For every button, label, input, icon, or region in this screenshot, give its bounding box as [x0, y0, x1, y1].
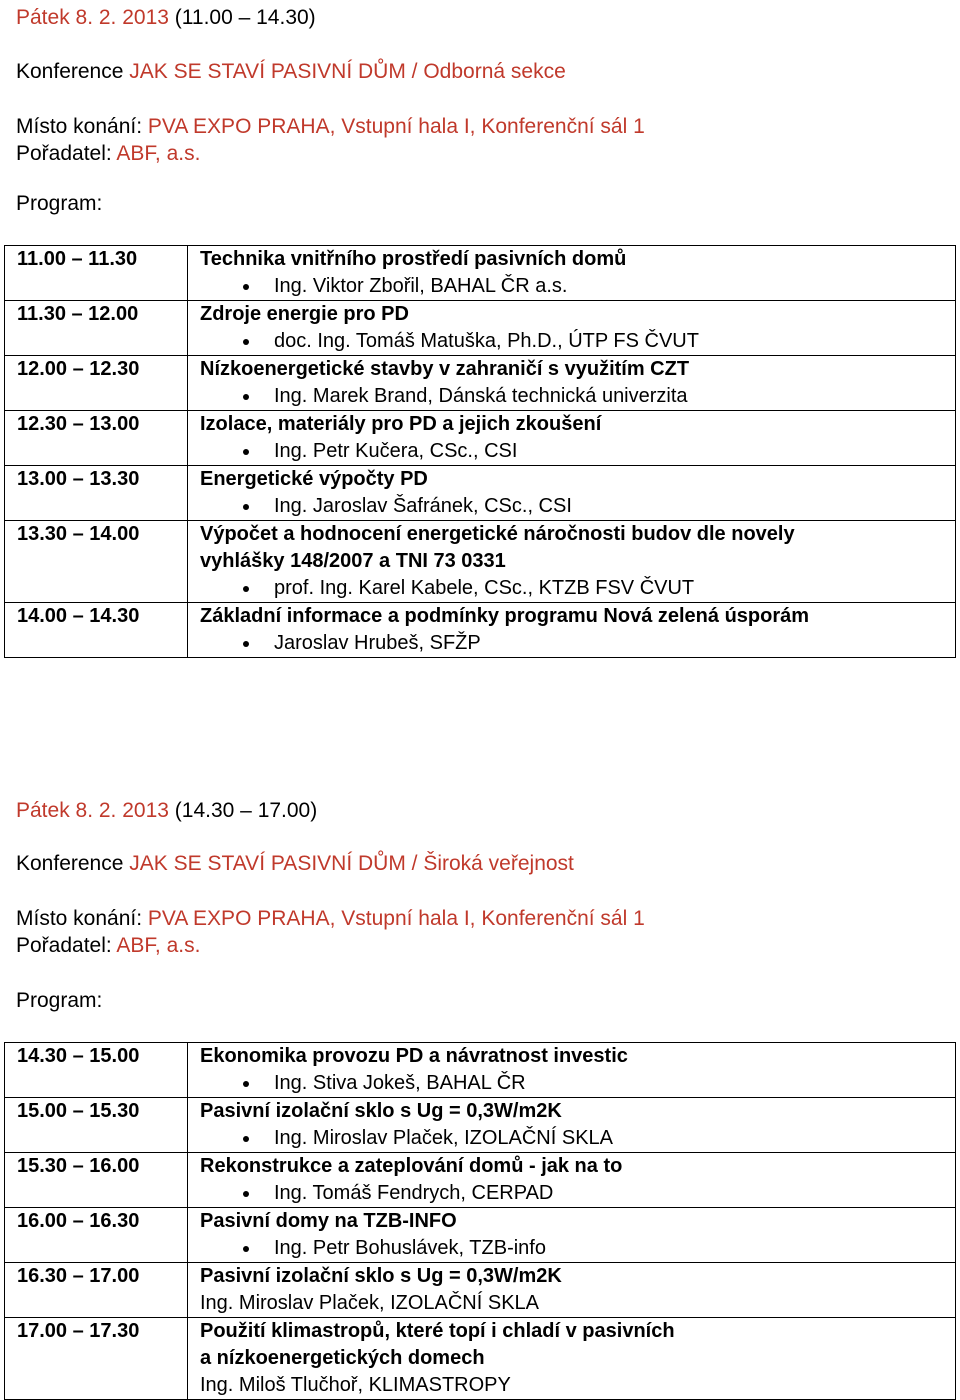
session-date: Pátek 8. 2. 2013: [16, 6, 169, 29]
talk-title: Technika vnitřního prostředí pasivních domů: [200, 248, 627, 270]
table-row: [5, 466, 956, 521]
organizer-value: ABF, a.s.: [116, 934, 201, 957]
organizer-value: ABF, a.s.: [116, 142, 201, 165]
conference-title: JAK SE STAVÍ PASIVNÍ DŮM / Široká veřejnost: [129, 852, 574, 875]
time-slot: 15.00 – 15.30: [5, 1098, 188, 1153]
time-slot: 13.00 – 13.30: [5, 466, 188, 521]
session-time-range: (11.00 – 14.30): [174, 6, 316, 29]
talk-title: Nízkoenergetické stavby v zahraničí s využitím CZT: [200, 358, 690, 380]
venue-line: [16, 114, 645, 139]
speaker-name: Ing. Jaroslav Šafránek, CSc., CSI: [200, 493, 955, 520]
talk-title: a nízkoenergetických domech: [200, 1347, 485, 1369]
table-row: [5, 603, 956, 658]
table-row: [5, 411, 956, 466]
talk-title: Pasivní izolační sklo s Ug = 0,3W/m2K: [200, 1265, 562, 1287]
table-row: [5, 301, 956, 356]
speaker-name: Ing. Stiva Jokeš, BAHAL ČR: [200, 1070, 955, 1097]
table-row: [5, 246, 956, 301]
talk-title: Použití klimastropů, které topí i chladí v pasivních: [200, 1320, 675, 1342]
talk-cell: [188, 1263, 956, 1318]
speaker-name: Ing. Miroslav Plaček, IZOLAČNÍ SKLA: [200, 1125, 955, 1152]
table-row: [5, 521, 956, 603]
talk-cell: [188, 301, 956, 356]
speaker-name: Ing. Petr Bohuslávek, TZB-info: [200, 1235, 955, 1262]
talk-title: Pasivní izolační sklo s Ug = 0,3W/m2K: [200, 1100, 562, 1122]
table-row: [5, 1208, 956, 1263]
speaker-name: Ing. Miroslav Plaček, IZOLAČNÍ SKLA: [200, 1292, 540, 1314]
conference-line: [16, 851, 574, 876]
session-time-range: (14.30 – 17.00): [174, 799, 318, 822]
table-row: [5, 1318, 956, 1400]
talk-cell: [188, 1318, 956, 1400]
talk-cell: [188, 521, 956, 603]
table-row: [5, 1263, 956, 1318]
venue-label: Místo konání:: [16, 907, 143, 930]
schedule-table: [4, 1042, 956, 1400]
talk-title: Zdroje energie pro PD: [200, 303, 409, 325]
venue-value: PVA EXPO PRAHA, Vstupní hala I, Konferenční sál 1: [147, 115, 645, 138]
talk-cell: [188, 1098, 956, 1153]
organizer-line: [16, 933, 200, 958]
conference-label: Konference: [16, 60, 124, 83]
time-slot: 15.30 – 16.00: [5, 1153, 188, 1208]
talk-cell: [188, 466, 956, 521]
talk-title: vyhlášky 148/2007 a TNI 73 0331: [200, 550, 506, 572]
table-row: [5, 1098, 956, 1153]
talk-title: Izolace, materiály pro PD a jejich zkoušení: [200, 413, 602, 435]
time-slot: 12.30 – 13.00: [5, 411, 188, 466]
organizer-label: Pořadatel:: [16, 934, 112, 957]
talk-title: Energetické výpočty PD: [200, 468, 428, 490]
venue-line: [16, 906, 645, 931]
time-slot: 11.30 – 12.00: [5, 301, 188, 356]
venue-value: PVA EXPO PRAHA, Vstupní hala I, Konferenční sál 1: [147, 907, 645, 930]
time-slot: 13.30 – 14.00: [5, 521, 188, 603]
time-slot: 12.00 – 12.30: [5, 356, 188, 411]
speaker-name: Ing. Viktor Zbořil, BAHAL ČR a.s.: [200, 273, 955, 300]
speaker-name: Ing. Tomáš Fendrych, CERPAD: [200, 1180, 955, 1207]
talk-title: Pasivní domy na TZB-INFO: [200, 1210, 457, 1232]
conference-title: JAK SE STAVÍ PASIVNÍ DŮM / Odborná sekce: [129, 60, 566, 83]
venue-label: Místo konání:: [16, 115, 143, 138]
speaker-name: Ing. Miloš Tlučhoř, KLIMASTROPY: [200, 1374, 511, 1396]
time-slot: 17.00 – 17.30: [5, 1318, 188, 1400]
time-slot: 16.30 – 17.00: [5, 1263, 188, 1318]
talk-title: Ekonomika provozu PD a návratnost investic: [200, 1045, 628, 1067]
talk-cell: [188, 411, 956, 466]
time-slot: 11.00 – 11.30: [5, 246, 188, 301]
program-label: Program:: [16, 989, 103, 1012]
talk-title: Základní informace a podmínky programu Nová zelená úsporám: [200, 605, 810, 627]
table-row: [5, 1153, 956, 1208]
speaker-name: doc. Ing. Tomáš Matuška, Ph.D., ÚTP FS ČVUT: [200, 328, 955, 355]
talk-cell: [188, 1043, 956, 1098]
talk-title: Výpočet a hodnocení energetické náročnosti budov dle novely: [200, 523, 795, 545]
table-row: [5, 1043, 956, 1098]
program-label: Program:: [16, 192, 103, 215]
talk-cell: [188, 246, 956, 301]
session-heading: [16, 5, 316, 30]
time-slot: 14.30 – 15.00: [5, 1043, 188, 1098]
speaker-name: Jaroslav Hrubeš, SFŽP: [200, 630, 955, 657]
organizer-label: Pořadatel:: [16, 142, 112, 165]
time-slot: 14.00 – 14.30: [5, 603, 188, 658]
conference-line: [16, 59, 566, 84]
session-date: Pátek 8. 2. 2013: [16, 799, 169, 822]
speaker-name: Ing. Petr Kučera, CSc., CSI: [200, 438, 955, 465]
talk-cell: [188, 1208, 956, 1263]
talk-cell: [188, 1153, 956, 1208]
conference-label: Konference: [16, 852, 124, 875]
table-row: [5, 356, 956, 411]
session-heading: [16, 798, 317, 823]
organizer-line: [16, 141, 200, 166]
time-slot: 16.00 – 16.30: [5, 1208, 188, 1263]
speaker-name: prof. Ing. Karel Kabele, CSc., KTZB FSV ČVUT: [200, 575, 955, 602]
talk-title: Rekonstrukce a zateplování domů - jak na to: [200, 1155, 623, 1177]
talk-cell: [188, 356, 956, 411]
schedule-table: [4, 245, 956, 658]
speaker-name: Ing. Marek Brand, Dánská technická univerzita: [200, 383, 955, 410]
talk-cell: [188, 603, 956, 658]
